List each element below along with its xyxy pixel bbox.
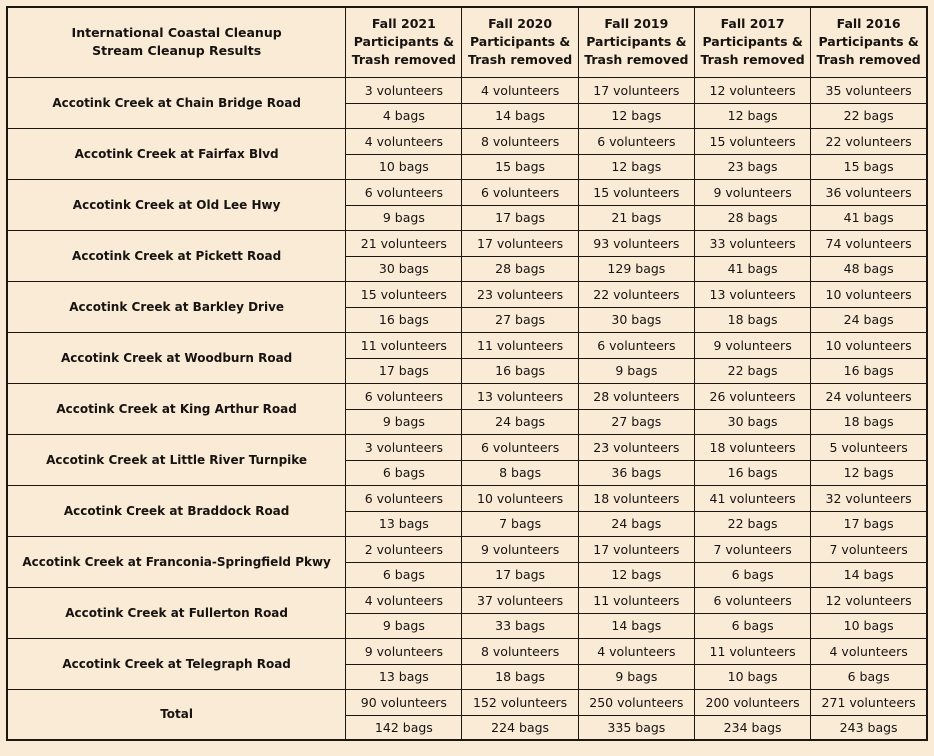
volunteers-cell: 200 volunteers <box>694 689 810 715</box>
bags-cell: 12 bags <box>578 103 694 128</box>
volunteers-row <box>7 281 927 307</box>
column-subtitle-line1: Participants & <box>469 34 571 50</box>
volunteers-row <box>7 383 927 409</box>
cleanup-results-table <box>6 6 928 741</box>
header-row <box>7 7 927 77</box>
table-title-line1: International Coastal Cleanup <box>71 25 282 41</box>
bags-cell: 22 bags <box>811 103 927 128</box>
bags-cell: 16 bags <box>694 460 810 485</box>
volunteers-cell: 4 volunteers <box>811 638 927 664</box>
bags-cell: 48 bags <box>811 256 927 281</box>
bags-cell: 22 bags <box>694 358 810 383</box>
volunteers-cell: 74 volunteers <box>811 230 927 256</box>
bags-cell: 17 bags <box>811 511 927 536</box>
volunteers-cell: 8 volunteers <box>462 638 578 664</box>
column-subtitle-line1: Participants & <box>586 34 687 50</box>
bags-cell: 36 bags <box>578 460 694 485</box>
column-header-fall-2017 <box>694 7 810 77</box>
column-season: Fall 2020 <box>488 16 553 32</box>
volunteers-cell: 5 volunteers <box>811 434 927 460</box>
location-label: Accotink Creek at Old Lee Hwy <box>7 179 346 230</box>
volunteers-cell: 6 volunteers <box>578 332 694 358</box>
volunteers-cell: 11 volunteers <box>462 332 578 358</box>
volunteers-cell: 9 volunteers <box>346 638 462 664</box>
volunteers-row <box>7 230 927 256</box>
bags-cell: 6 bags <box>694 562 810 587</box>
volunteers-cell: 12 volunteers <box>694 77 810 103</box>
bags-cell: 6 bags <box>346 562 462 587</box>
volunteers-row <box>7 536 927 562</box>
volunteers-cell: 11 volunteers <box>346 332 462 358</box>
volunteers-cell: 35 volunteers <box>811 77 927 103</box>
bags-cell: 13 bags <box>346 664 462 689</box>
volunteers-cell: 15 volunteers <box>694 128 810 154</box>
bags-cell: 9 bags <box>346 409 462 434</box>
column-season: Fall 2021 <box>371 16 436 32</box>
column-header-fall-2020 <box>462 7 578 77</box>
bags-cell: 41 bags <box>694 256 810 281</box>
column-subtitle-line2: Trash removed <box>584 52 689 68</box>
volunteers-cell: 26 volunteers <box>694 383 810 409</box>
bags-cell: 224 bags <box>462 715 578 740</box>
volunteers-cell: 13 volunteers <box>462 383 578 409</box>
volunteers-cell: 6 volunteers <box>694 587 810 613</box>
volunteers-cell: 37 volunteers <box>462 587 578 613</box>
volunteers-cell: 10 volunteers <box>811 281 927 307</box>
volunteers-cell: 28 volunteers <box>578 383 694 409</box>
bags-cell: 6 bags <box>694 613 810 638</box>
volunteers-cell: 152 volunteers <box>462 689 578 715</box>
bags-cell: 17 bags <box>462 562 578 587</box>
volunteers-cell: 4 volunteers <box>346 128 462 154</box>
volunteers-cell: 4 volunteers <box>578 638 694 664</box>
location-label: Accotink Creek at Chain Bridge Road <box>7 77 346 128</box>
bags-cell: 4 bags <box>346 103 462 128</box>
bags-cell: 23 bags <box>694 154 810 179</box>
bags-cell: 22 bags <box>694 511 810 536</box>
volunteers-cell: 15 volunteers <box>578 179 694 205</box>
volunteers-cell: 33 volunteers <box>694 230 810 256</box>
bags-cell: 21 bags <box>578 205 694 230</box>
volunteers-cell: 17 volunteers <box>578 536 694 562</box>
table-title <box>7 7 346 77</box>
bags-cell: 12 bags <box>811 460 927 485</box>
bags-cell: 9 bags <box>578 664 694 689</box>
column-subtitle-line2: Trash removed <box>351 52 456 68</box>
bags-cell: 12 bags <box>578 562 694 587</box>
volunteers-row <box>7 638 927 664</box>
bags-cell: 8 bags <box>462 460 578 485</box>
column-subtitle-line1: Participants & <box>353 34 455 50</box>
column-season: Fall 2019 <box>604 16 669 32</box>
volunteers-row <box>7 434 927 460</box>
bags-cell: 15 bags <box>462 154 578 179</box>
bags-cell: 24 bags <box>578 511 694 536</box>
bags-cell: 24 bags <box>462 409 578 434</box>
volunteers-cell: 6 volunteers <box>578 128 694 154</box>
bags-cell: 234 bags <box>694 715 810 740</box>
bags-cell: 12 bags <box>578 154 694 179</box>
volunteers-cell: 90 volunteers <box>346 689 462 715</box>
volunteers-cell: 4 volunteers <box>462 77 578 103</box>
bags-cell: 142 bags <box>346 715 462 740</box>
bags-cell: 18 bags <box>811 409 927 434</box>
volunteers-cell: 6 volunteers <box>346 383 462 409</box>
volunteers-row <box>7 485 927 511</box>
bags-cell: 30 bags <box>694 409 810 434</box>
column-season: Fall 2016 <box>836 16 901 32</box>
volunteers-cell: 6 volunteers <box>462 179 578 205</box>
volunteers-cell: 22 volunteers <box>811 128 927 154</box>
volunteers-cell: 7 volunteers <box>811 536 927 562</box>
column-subtitle-line2: Trash removed <box>700 52 805 68</box>
bags-cell: 18 bags <box>694 307 810 332</box>
volunteers-cell: 17 volunteers <box>462 230 578 256</box>
total-label: Total <box>7 689 346 740</box>
location-label: Accotink Creek at Braddock Road <box>7 485 346 536</box>
bags-cell: 27 bags <box>462 307 578 332</box>
table-body <box>7 77 927 740</box>
column-season: Fall 2017 <box>720 16 785 32</box>
volunteers-cell: 21 volunteers <box>346 230 462 256</box>
volunteers-cell: 23 volunteers <box>462 281 578 307</box>
volunteers-cell: 11 volunteers <box>578 587 694 613</box>
volunteers-cell: 11 volunteers <box>694 638 810 664</box>
volunteers-cell: 9 volunteers <box>694 332 810 358</box>
column-subtitle-line2: Trash removed <box>816 52 921 68</box>
volunteers-cell: 10 volunteers <box>811 332 927 358</box>
column-subtitle-line2: Trash removed <box>467 52 573 68</box>
bags-cell: 30 bags <box>578 307 694 332</box>
bags-cell: 14 bags <box>811 562 927 587</box>
volunteers-cell: 24 volunteers <box>811 383 927 409</box>
volunteers-cell: 15 volunteers <box>346 281 462 307</box>
volunteers-cell: 7 volunteers <box>694 536 810 562</box>
bags-cell: 10 bags <box>694 664 810 689</box>
volunteers-cell: 9 volunteers <box>694 179 810 205</box>
volunteers-cell: 18 volunteers <box>578 485 694 511</box>
volunteers-cell: 12 volunteers <box>811 587 927 613</box>
volunteers-cell: 2 volunteers <box>346 536 462 562</box>
bags-cell: 30 bags <box>346 256 462 281</box>
bags-cell: 12 bags <box>694 103 810 128</box>
volunteers-cell: 32 volunteers <box>811 485 927 511</box>
bags-cell: 10 bags <box>811 613 927 638</box>
bags-cell: 27 bags <box>578 409 694 434</box>
volunteers-cell: 93 volunteers <box>578 230 694 256</box>
bags-cell: 41 bags <box>811 205 927 230</box>
volunteers-row <box>7 689 927 715</box>
volunteers-cell: 250 volunteers <box>578 689 694 715</box>
column-subtitle-line1: Participants & <box>702 34 803 50</box>
bags-cell: 17 bags <box>462 205 578 230</box>
bags-cell: 13 bags <box>346 511 462 536</box>
volunteers-cell: 8 volunteers <box>462 128 578 154</box>
column-subtitle-line1: Participants & <box>818 34 919 50</box>
column-header-fall-2016 <box>811 7 927 77</box>
volunteers-row <box>7 587 927 613</box>
location-label: Accotink Creek at Little River Turnpike <box>7 434 346 485</box>
location-label: Accotink Creek at Woodburn Road <box>7 332 346 383</box>
bags-cell: 243 bags <box>811 715 927 740</box>
bags-cell: 9 bags <box>346 205 462 230</box>
volunteers-cell: 271 volunteers <box>811 689 927 715</box>
bags-cell: 14 bags <box>462 103 578 128</box>
bags-cell: 129 bags <box>578 256 694 281</box>
volunteers-cell: 41 volunteers <box>694 485 810 511</box>
bags-cell: 9 bags <box>346 613 462 638</box>
volunteers-row <box>7 128 927 154</box>
location-label: Accotink Creek at Telegraph Road <box>7 638 346 689</box>
volunteers-row <box>7 332 927 358</box>
bags-cell: 7 bags <box>462 511 578 536</box>
volunteers-cell: 10 volunteers <box>462 485 578 511</box>
location-label: Accotink Creek at Franconia-Springfield Pkwy <box>7 536 346 587</box>
volunteers-cell: 36 volunteers <box>811 179 927 205</box>
bags-cell: 10 bags <box>346 154 462 179</box>
table-header <box>7 7 927 77</box>
location-label: Accotink Creek at King Arthur Road <box>7 383 346 434</box>
table-title-line2: Stream Cleanup Results <box>92 43 262 59</box>
bags-cell: 16 bags <box>346 307 462 332</box>
location-label: Accotink Creek at Fairfax Blvd <box>7 128 346 179</box>
volunteers-row <box>7 77 927 103</box>
volunteers-cell: 13 volunteers <box>694 281 810 307</box>
bags-cell: 16 bags <box>462 358 578 383</box>
bags-cell: 18 bags <box>462 664 578 689</box>
location-label: Accotink Creek at Barkley Drive <box>7 281 346 332</box>
bags-cell: 9 bags <box>578 358 694 383</box>
volunteers-row <box>7 179 927 205</box>
volunteers-cell: 18 volunteers <box>694 434 810 460</box>
volunteers-cell: 3 volunteers <box>346 77 462 103</box>
volunteers-cell: 9 volunteers <box>462 536 578 562</box>
bags-cell: 17 bags <box>346 358 462 383</box>
bags-cell: 28 bags <box>694 205 810 230</box>
bags-cell: 6 bags <box>346 460 462 485</box>
bags-cell: 33 bags <box>462 613 578 638</box>
volunteers-cell: 6 volunteers <box>346 485 462 511</box>
volunteers-cell: 17 volunteers <box>578 77 694 103</box>
bags-cell: 28 bags <box>462 256 578 281</box>
bags-cell: 6 bags <box>811 664 927 689</box>
bags-cell: 15 bags <box>811 154 927 179</box>
volunteers-cell: 6 volunteers <box>462 434 578 460</box>
column-header-fall-2019 <box>578 7 694 77</box>
bags-cell: 14 bags <box>578 613 694 638</box>
volunteers-cell: 22 volunteers <box>578 281 694 307</box>
volunteers-cell: 4 volunteers <box>346 587 462 613</box>
volunteers-cell: 23 volunteers <box>578 434 694 460</box>
bags-cell: 335 bags <box>578 715 694 740</box>
column-header-fall-2021 <box>346 7 462 77</box>
volunteers-cell: 6 volunteers <box>346 179 462 205</box>
location-label: Accotink Creek at Fullerton Road <box>7 587 346 638</box>
volunteers-cell: 3 volunteers <box>346 434 462 460</box>
bags-cell: 16 bags <box>811 358 927 383</box>
bags-cell: 24 bags <box>811 307 927 332</box>
location-label: Accotink Creek at Pickett Road <box>7 230 346 281</box>
